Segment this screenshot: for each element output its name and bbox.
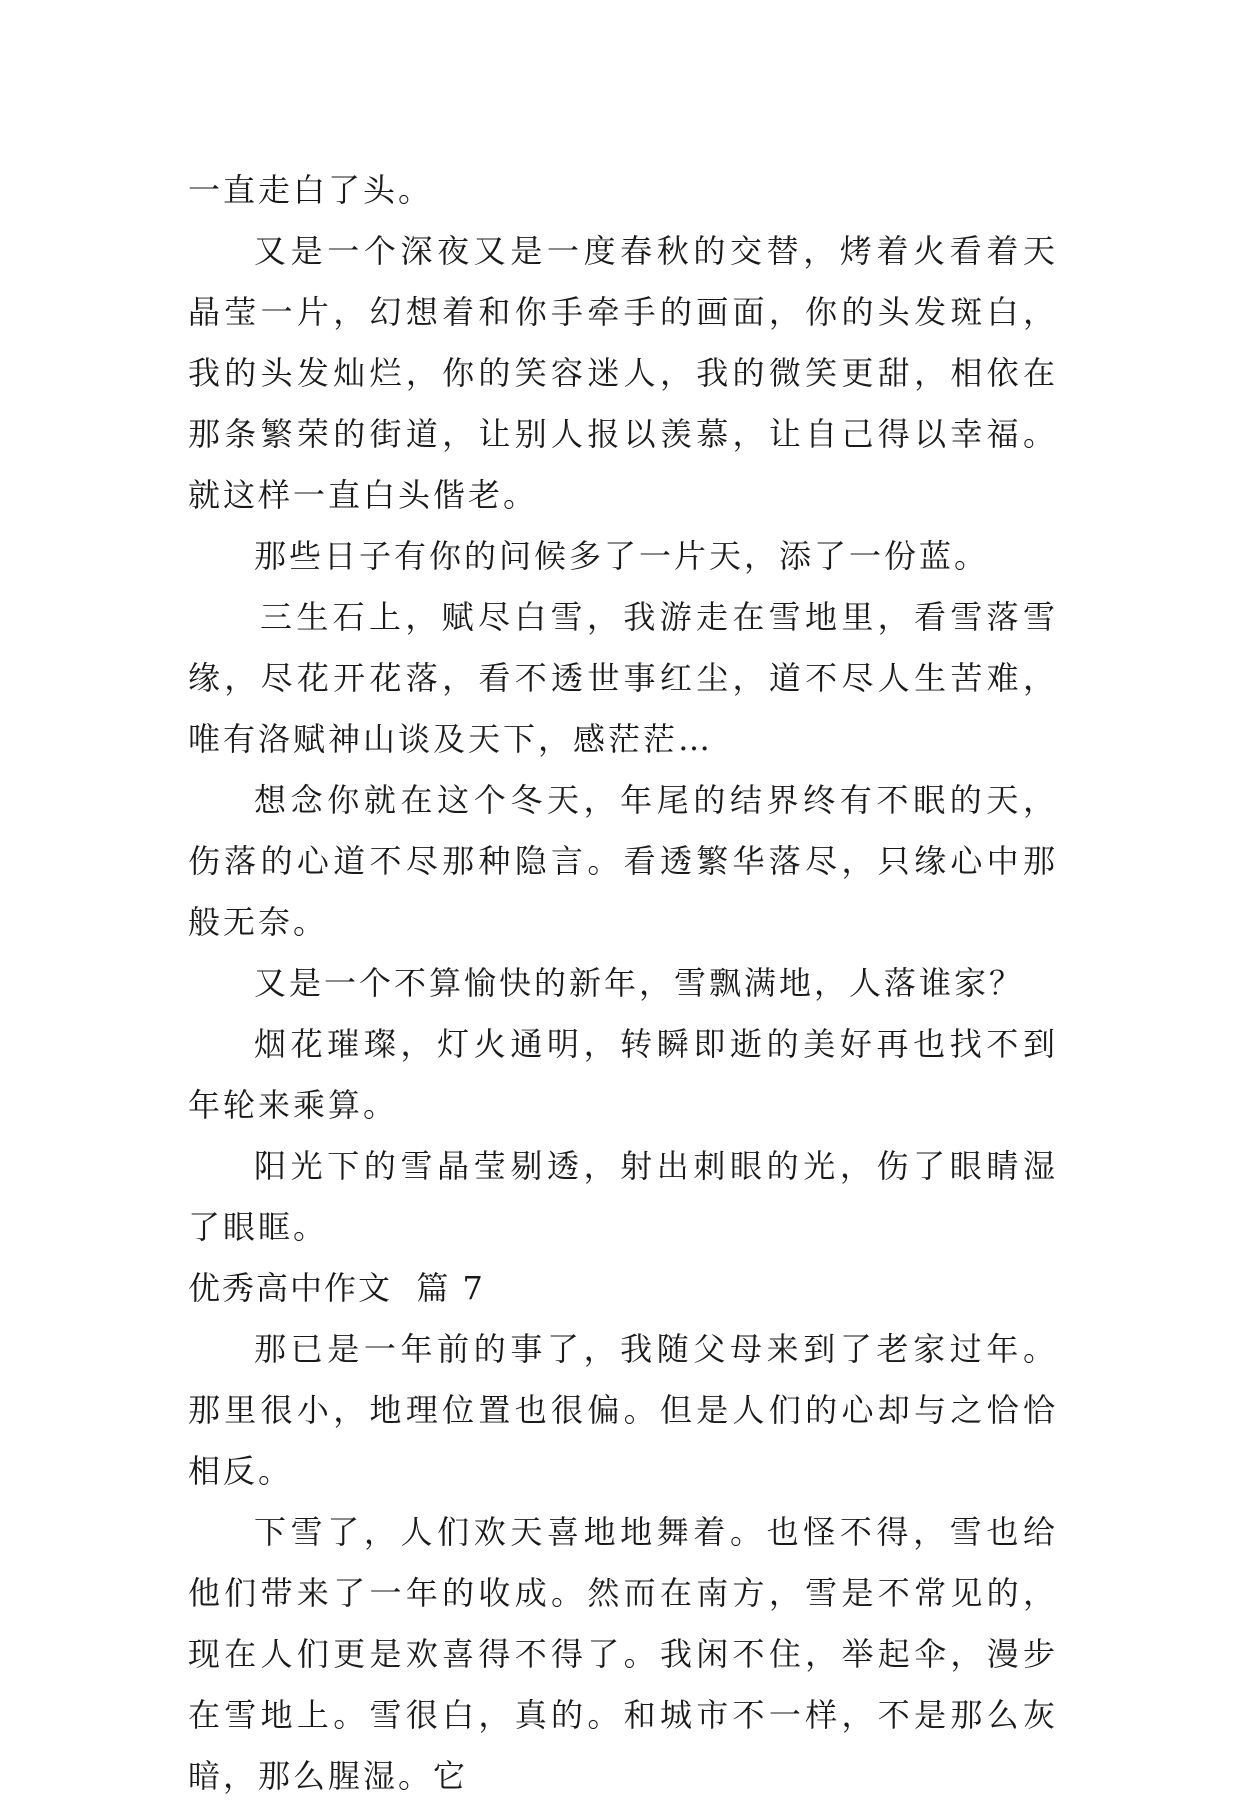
paragraph-4: 三生石上，赋尽白雪，我游走在雪地里，看雪落雪缘，尽花开花落，看不透世事红尘，道不尽人生苦难，唯有洛赋神山谈及天下，感茫茫… — [188, 598, 1058, 758]
section-heading: 优秀高中作文 篇 7 — [188, 1269, 485, 1307]
paragraph-3: 那些日子有你的问候多了一片天，添了一份蓝。 — [254, 537, 990, 575]
paragraph-2: 又是一个深夜又是一度春秋的交替，烤着火看着天晶莹一片，幻想着和你手牵手的画面，你的头发斑白，我的头发灿烂，你的笑容迷人，我的微笑更甜，相依在那条繁荣的街道，让别人报以羡慕，让自己得以幸福。就这样一直白头偕老。 — [188, 232, 1058, 514]
section-paragraph-1: 那已是一年前的事了，我随父母来到了老家过年。那里很小，地理位置也很偏。但是人们的心却与之恰恰相反。 — [188, 1330, 1058, 1490]
paragraph-6: 又是一个不算愉快的新年，雪飘满地，人落谁家？ — [254, 964, 1025, 1002]
document-body — [188, 160, 1058, 1807]
paragraph-8: 阳光下的雪晶莹剔透，射出刺眼的光，伤了眼睛湿了眼眶。 — [188, 1147, 1058, 1246]
paragraph-1: 一直走白了头。 — [188, 171, 434, 209]
paragraph-5: 想念你就在这个冬天，年尾的结界终有不眠的天，伤落的心道不尽那种隐言。看透繁华落尽，只缘心中那般无奈。 — [188, 781, 1058, 941]
paragraph-7: 烟花璀璨，灯火通明，转瞬即逝的美好再也找不到年轮来乘算。 — [188, 1025, 1058, 1124]
section-paragraph-2: 下雪了，人们欢天喜地地舞着。也怪不得，雪也给他们带来了一年的收成。然而在南方，雪是不常见的，现在人们更是欢喜得不得了。我闲不住，举起伞，漫步在雪地上。雪很白，真的。和城市不一样，不是那么灰暗，那么腥湿。它 — [188, 1513, 1058, 1795]
